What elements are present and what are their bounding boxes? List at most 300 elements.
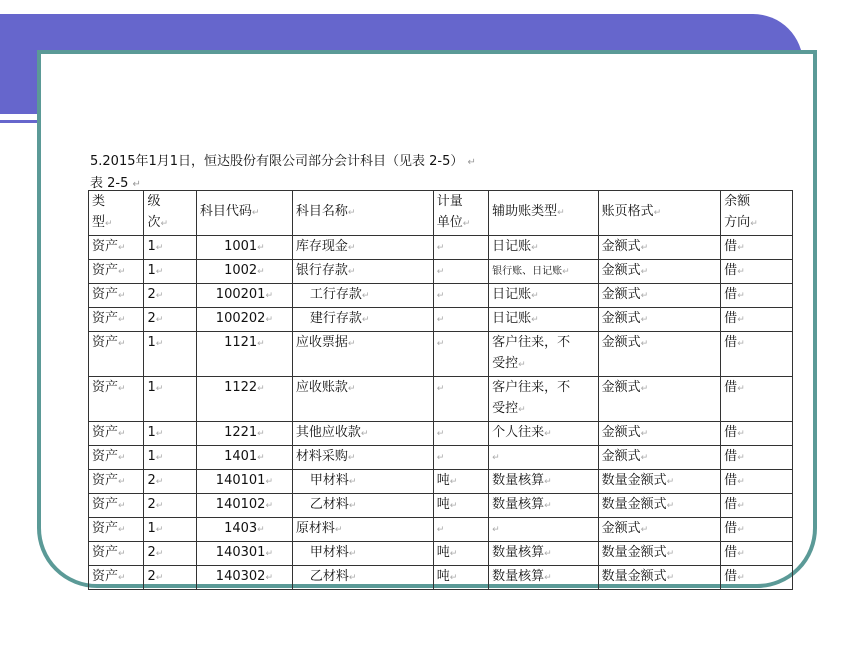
cell-text: 2 bbox=[147, 287, 156, 302]
paragraph-mark-icon: ↵ bbox=[640, 243, 649, 253]
header-cell bbox=[433, 191, 488, 236]
table-cell bbox=[433, 236, 488, 260]
document-image bbox=[78, 138, 793, 584]
cell-text: 资产 bbox=[92, 473, 119, 488]
cell-text: 受控↵ bbox=[492, 401, 526, 416]
table-cell bbox=[144, 308, 196, 332]
cell-text: 资产 bbox=[92, 425, 119, 440]
cell-text: 原材料 bbox=[295, 521, 335, 536]
table-cell bbox=[144, 260, 196, 284]
paragraph-mark-icon: ↵ bbox=[155, 477, 164, 487]
table-cell bbox=[489, 422, 598, 446]
table-cell bbox=[489, 518, 598, 542]
paragraph-mark-icon: ↵ bbox=[640, 453, 649, 463]
paragraph-mark-icon: ↵ bbox=[257, 339, 265, 349]
table-cell bbox=[144, 332, 196, 377]
table-cell bbox=[598, 308, 721, 332]
table-cell bbox=[144, 518, 196, 542]
paragraph-mark-icon: ↵ bbox=[737, 315, 745, 325]
paragraph-mark-icon: ↵ bbox=[436, 267, 445, 277]
paragraph-mark-icon: ↵ bbox=[544, 549, 552, 559]
cell-text: 资产 bbox=[92, 311, 119, 326]
paragraph-mark-icon: ↵ bbox=[348, 477, 357, 487]
table-row bbox=[89, 260, 793, 284]
paragraph-mark-icon: ↵ bbox=[640, 315, 649, 325]
cell-text: 金额式 bbox=[601, 263, 641, 278]
cell-text: 140301 bbox=[215, 545, 266, 560]
paragraph-mark-icon: ↵ bbox=[436, 384, 445, 394]
paragraph-mark-icon: ↵ bbox=[737, 384, 745, 394]
table-cell bbox=[292, 236, 433, 260]
table-cell bbox=[196, 284, 292, 308]
cell-text: 140101 bbox=[215, 473, 266, 488]
cell-text: 1 bbox=[147, 425, 156, 440]
header-cell-text: 科目名称↵ bbox=[295, 204, 356, 219]
paragraph-mark-icon: ↵ bbox=[436, 291, 445, 301]
paragraph-mark-icon: ↵ bbox=[118, 573, 126, 583]
table-cell bbox=[721, 308, 793, 332]
paragraph-mark-icon: ↵ bbox=[640, 384, 649, 394]
cell-text: 资产 bbox=[92, 569, 119, 584]
cell-text: 金额式 bbox=[601, 287, 641, 302]
table-cell bbox=[292, 470, 433, 494]
cell-text: 受控↵ bbox=[492, 356, 526, 371]
table-cell bbox=[598, 446, 721, 470]
header-cell-text: 辅助账类型↵ bbox=[492, 204, 565, 219]
cell-text: 工行存款 bbox=[309, 287, 362, 302]
table-cell bbox=[196, 542, 292, 566]
header-cell-text: 科目代码↵ bbox=[199, 204, 260, 219]
header-cell-text: 类 bbox=[92, 194, 106, 209]
paragraph-mark-icon: ↵ bbox=[557, 208, 565, 218]
paragraph-mark-icon: ↵ bbox=[118, 243, 126, 253]
table-cell bbox=[196, 470, 292, 494]
header-cell-text: 单位↵ bbox=[436, 215, 471, 230]
table-cell bbox=[433, 422, 488, 446]
header-cell bbox=[489, 191, 598, 236]
table-cell bbox=[433, 470, 488, 494]
cell-text: 金额式 bbox=[601, 449, 641, 464]
paragraph-mark-icon: ↵ bbox=[449, 501, 458, 511]
table-cell bbox=[292, 422, 433, 446]
paragraph-mark-icon: ↵ bbox=[436, 525, 445, 535]
table-cell bbox=[144, 566, 196, 590]
cell-text: 日记账 bbox=[492, 311, 532, 326]
table-cell bbox=[196, 566, 292, 590]
table-cell bbox=[721, 446, 793, 470]
paragraph-mark-icon: ↵ bbox=[257, 525, 265, 535]
paragraph-mark-icon: ↵ bbox=[160, 219, 169, 229]
header-cell bbox=[292, 191, 433, 236]
paragraph-mark-icon: ↵ bbox=[518, 360, 526, 370]
cell-text: 客户往来，不 bbox=[492, 335, 571, 350]
cell-text: 日记账 bbox=[492, 239, 532, 254]
table-cell bbox=[598, 470, 721, 494]
table-row bbox=[89, 332, 793, 377]
cell-text: 数量核算 bbox=[492, 569, 545, 584]
table-cell bbox=[89, 542, 144, 566]
table-label-text: 表 2-5 bbox=[90, 176, 129, 191]
cell-text: 资产 bbox=[92, 497, 119, 512]
cell-text: 2 bbox=[147, 497, 156, 512]
table-cell bbox=[89, 236, 144, 260]
paragraph-mark-icon: ↵ bbox=[118, 525, 126, 535]
paragraph-mark-icon: ↵ bbox=[257, 243, 265, 253]
table-cell bbox=[489, 377, 598, 422]
paragraph-mark-icon: ↵ bbox=[348, 573, 357, 583]
cell-text: 数量核算 bbox=[492, 545, 545, 560]
table-row bbox=[89, 494, 793, 518]
cell-text: 1122 bbox=[224, 380, 258, 395]
paragraph-mark-icon: ↵ bbox=[518, 405, 526, 415]
table-cell bbox=[292, 377, 433, 422]
paragraph-mark-icon: ↵ bbox=[155, 291, 164, 301]
table-cell bbox=[489, 446, 598, 470]
cell-text: 吨 bbox=[436, 569, 450, 584]
cell-text: 1121 bbox=[224, 335, 258, 350]
table-cell bbox=[89, 308, 144, 332]
paragraph-mark-icon: ↵ bbox=[257, 453, 265, 463]
table-cell bbox=[292, 494, 433, 518]
paragraph-mark-icon: ↵ bbox=[334, 525, 343, 535]
cell-text: 个人往来 bbox=[492, 425, 545, 440]
table-cell bbox=[196, 332, 292, 377]
cell-text: 借 bbox=[724, 425, 738, 440]
table-row bbox=[89, 284, 793, 308]
table-cell bbox=[144, 494, 196, 518]
table-cell bbox=[196, 236, 292, 260]
table-cell bbox=[144, 377, 196, 422]
paragraph-mark-icon: ↵ bbox=[348, 549, 357, 559]
cell-text: 2 bbox=[147, 545, 156, 560]
paragraph-mark-icon: ↵ bbox=[544, 429, 552, 439]
paragraph-mark-icon: ↵ bbox=[737, 339, 745, 349]
table-row bbox=[89, 470, 793, 494]
cell-text: 数量金额式 bbox=[601, 497, 667, 512]
table-cell bbox=[598, 566, 721, 590]
paragraph-mark-icon: ↵ bbox=[467, 157, 476, 168]
paragraph-mark-icon: ↵ bbox=[257, 384, 265, 394]
cell-text: 借 bbox=[724, 335, 738, 350]
cell-text: 1001 bbox=[224, 239, 258, 254]
table-cell bbox=[489, 470, 598, 494]
cell-text: 1221 bbox=[224, 425, 258, 440]
cell-text: 借 bbox=[724, 473, 738, 488]
cell-text: 1401 bbox=[224, 449, 258, 464]
table-cell bbox=[433, 542, 488, 566]
table-cell bbox=[292, 308, 433, 332]
table-cell bbox=[89, 284, 144, 308]
paragraph-mark-icon: ↵ bbox=[265, 573, 273, 583]
cell-text: 资产 bbox=[92, 287, 119, 302]
cell-text: 1 bbox=[147, 380, 156, 395]
cell-text: 1 bbox=[147, 239, 156, 254]
cell-text: 140102 bbox=[215, 497, 266, 512]
cell-text: 1 bbox=[147, 263, 156, 278]
table-cell bbox=[721, 494, 793, 518]
paragraph-mark-icon: ↵ bbox=[737, 525, 745, 535]
cell-text: 100202 bbox=[215, 311, 266, 326]
table-cell bbox=[489, 284, 598, 308]
table-cell bbox=[489, 542, 598, 566]
table-cell bbox=[89, 332, 144, 377]
header-cell-text: 方向↵ bbox=[724, 215, 758, 230]
table-cell bbox=[721, 566, 793, 590]
table-cell bbox=[598, 494, 721, 518]
cell-text: 资产 bbox=[92, 521, 119, 536]
cell-text: 银行存款 bbox=[295, 263, 348, 278]
cell-text: 数量金额式 bbox=[601, 569, 667, 584]
caption-text: 5.2015年1月1日，恒达股份有限公司部分会计科目（见表 2-5） bbox=[90, 154, 464, 169]
paragraph-mark-icon: ↵ bbox=[118, 267, 126, 277]
table-cell bbox=[598, 518, 721, 542]
table-cell bbox=[196, 260, 292, 284]
table-cell bbox=[292, 332, 433, 377]
paragraph-mark-icon: ↵ bbox=[737, 501, 745, 511]
paragraph-mark-icon: ↵ bbox=[666, 477, 675, 487]
cell-text: 乙材料 bbox=[309, 569, 349, 584]
table-row bbox=[89, 542, 793, 566]
table-cell bbox=[89, 494, 144, 518]
paragraph-mark-icon: ↵ bbox=[118, 453, 126, 463]
cell-text: 金额式 bbox=[601, 239, 641, 254]
paragraph-mark-icon: ↵ bbox=[640, 429, 649, 439]
table-cell bbox=[292, 566, 433, 590]
table-cell bbox=[144, 446, 196, 470]
cell-text: 100201 bbox=[215, 287, 266, 302]
table-cell bbox=[433, 494, 488, 518]
cell-text: 借 bbox=[724, 239, 738, 254]
paragraph-mark-icon: ↵ bbox=[155, 453, 164, 463]
cell-text: 借 bbox=[724, 449, 738, 464]
table-cell bbox=[144, 422, 196, 446]
table-cell bbox=[489, 236, 598, 260]
paragraph-mark-icon: ↵ bbox=[155, 525, 164, 535]
paragraph-mark-icon: ↵ bbox=[640, 525, 649, 535]
header-cell-text: 次↵ bbox=[147, 215, 169, 230]
cell-text: 金额式 bbox=[601, 335, 641, 350]
table-cell bbox=[196, 308, 292, 332]
cell-text: 数量核算 bbox=[492, 473, 545, 488]
paragraph-mark-icon: ↵ bbox=[251, 208, 260, 218]
paragraph-mark-icon: ↵ bbox=[737, 291, 745, 301]
paragraph-mark-icon: ↵ bbox=[265, 549, 273, 559]
table-cell bbox=[89, 377, 144, 422]
cell-text: 2 bbox=[147, 473, 156, 488]
cell-text: 资产 bbox=[92, 380, 119, 395]
paragraph-mark-icon: ↵ bbox=[653, 208, 662, 218]
cell-text: 吨 bbox=[436, 497, 450, 512]
header-cell-text: 余额 bbox=[724, 194, 751, 209]
paragraph-mark-icon: ↵ bbox=[737, 477, 745, 487]
table-cell bbox=[196, 422, 292, 446]
paragraph-mark-icon: ↵ bbox=[462, 219, 471, 229]
table-cell bbox=[433, 446, 488, 470]
cell-text: 金额式 bbox=[601, 311, 641, 326]
paragraph-mark-icon: ↵ bbox=[265, 477, 273, 487]
cell-text: 金额式 bbox=[601, 521, 641, 536]
paragraph-mark-icon: ↵ bbox=[544, 573, 552, 583]
cell-text: 应收账款 bbox=[295, 380, 348, 395]
paragraph-mark-icon: ↵ bbox=[531, 315, 539, 325]
cell-text: 借 bbox=[724, 263, 738, 278]
paragraph-mark-icon: ↵ bbox=[347, 339, 356, 349]
cell-text: 1 bbox=[147, 335, 156, 350]
table-row bbox=[89, 518, 793, 542]
paragraph-mark-icon: ↵ bbox=[265, 501, 273, 511]
cell-text: 1 bbox=[147, 521, 156, 536]
cell-text: 140302 bbox=[215, 569, 266, 584]
header-cell bbox=[89, 191, 144, 236]
paragraph-mark-icon: ↵ bbox=[361, 315, 370, 325]
paragraph-mark-icon: ↵ bbox=[257, 267, 265, 277]
paragraph-mark-icon: ↵ bbox=[361, 291, 370, 301]
paragraph-mark-icon: ↵ bbox=[265, 315, 273, 325]
cell-text: 借 bbox=[724, 311, 738, 326]
cell-text: 材料采购 bbox=[295, 449, 348, 464]
paragraph-mark-icon: ↵ bbox=[347, 384, 356, 394]
table-cell bbox=[196, 494, 292, 518]
paragraph-mark-icon: ↵ bbox=[347, 453, 356, 463]
table-cell bbox=[196, 446, 292, 470]
paragraph-mark-icon: ↵ bbox=[347, 267, 356, 277]
table-cell bbox=[721, 236, 793, 260]
table-row bbox=[89, 446, 793, 470]
paragraph-mark-icon: ↵ bbox=[436, 429, 445, 439]
paragraph-mark-icon: ↵ bbox=[750, 219, 758, 229]
cell-text: 银行账、日记账 bbox=[492, 266, 563, 277]
cell-text: 资产 bbox=[92, 545, 119, 560]
paragraph-mark-icon: ↵ bbox=[436, 339, 445, 349]
cell-text: 借 bbox=[724, 287, 738, 302]
paragraph-mark-icon: ↵ bbox=[347, 208, 356, 218]
document-caption bbox=[90, 150, 476, 169]
table-row bbox=[89, 566, 793, 590]
paragraph-mark-icon: ↵ bbox=[257, 429, 265, 439]
table-cell bbox=[721, 377, 793, 422]
header-cell bbox=[196, 191, 292, 236]
paragraph-mark-icon: ↵ bbox=[118, 315, 126, 325]
cell-text: 客户往来，不 bbox=[492, 380, 571, 395]
header-cell-text: 级 bbox=[147, 194, 161, 209]
paragraph-mark-icon: ↵ bbox=[155, 384, 164, 394]
table-row bbox=[89, 377, 793, 422]
cell-text: 资产 bbox=[92, 239, 119, 254]
header-cell-text: 计量 bbox=[436, 194, 463, 209]
table-cell bbox=[196, 518, 292, 542]
table-cell bbox=[721, 518, 793, 542]
cell-text: 1 bbox=[147, 449, 156, 464]
cell-text: 甲材料 bbox=[309, 545, 349, 560]
table-row bbox=[89, 236, 793, 260]
paragraph-mark-icon: ↵ bbox=[531, 243, 539, 253]
table-cell bbox=[598, 284, 721, 308]
header-cell bbox=[144, 191, 196, 236]
paragraph-mark-icon: ↵ bbox=[155, 339, 164, 349]
table-cell bbox=[89, 422, 144, 446]
paragraph-mark-icon: ↵ bbox=[449, 549, 458, 559]
cell-text: 甲材料 bbox=[309, 473, 349, 488]
paragraph-mark-icon: ↵ bbox=[347, 243, 356, 253]
paragraph-mark-icon: ↵ bbox=[118, 339, 126, 349]
paragraph-mark-icon: ↵ bbox=[492, 453, 500, 463]
table-row bbox=[89, 422, 793, 446]
table-cell bbox=[89, 470, 144, 494]
table-cell bbox=[721, 470, 793, 494]
paragraph-mark-icon: ↵ bbox=[118, 384, 126, 394]
cell-text: 应收票据 bbox=[295, 335, 348, 350]
paragraph-mark-icon: ↵ bbox=[118, 429, 126, 439]
paragraph-mark-icon: ↵ bbox=[118, 291, 126, 301]
cell-text: 1002 bbox=[224, 263, 258, 278]
table-cell bbox=[89, 518, 144, 542]
cell-text: 借 bbox=[724, 521, 738, 536]
paragraph-mark-icon: ↵ bbox=[737, 453, 745, 463]
table-cell bbox=[144, 470, 196, 494]
chart-of-accounts-table bbox=[88, 190, 793, 590]
paragraph-mark-icon: ↵ bbox=[105, 219, 113, 229]
cell-text: 库存现金 bbox=[295, 239, 348, 254]
table-cell bbox=[144, 542, 196, 566]
paragraph-mark-icon: ↵ bbox=[544, 501, 552, 511]
paragraph-mark-icon: ↵ bbox=[666, 549, 675, 559]
cell-text: 乙材料 bbox=[309, 497, 349, 512]
header-cell bbox=[598, 191, 721, 236]
paragraph-mark-icon: ↵ bbox=[155, 549, 164, 559]
header-cell bbox=[721, 191, 793, 236]
table-cell bbox=[721, 542, 793, 566]
paragraph-mark-icon: ↵ bbox=[155, 501, 164, 511]
table-cell bbox=[721, 284, 793, 308]
table-label bbox=[90, 172, 141, 191]
table-cell bbox=[489, 332, 598, 377]
table-cell bbox=[721, 260, 793, 284]
cell-text: 吨 bbox=[436, 473, 450, 488]
paragraph-mark-icon: ↵ bbox=[118, 477, 126, 487]
table-cell bbox=[292, 542, 433, 566]
paragraph-mark-icon: ↵ bbox=[737, 243, 745, 253]
table-cell bbox=[433, 308, 488, 332]
cell-text: 数量核算 bbox=[492, 497, 545, 512]
paragraph-mark-icon: ↵ bbox=[155, 573, 164, 583]
paragraph-mark-icon: ↵ bbox=[118, 549, 126, 559]
cell-text: 其他应收款 bbox=[295, 425, 361, 440]
cell-text: 2 bbox=[147, 569, 156, 584]
table-cell bbox=[598, 332, 721, 377]
table-cell bbox=[144, 284, 196, 308]
paragraph-mark-icon: ↵ bbox=[155, 267, 164, 277]
table-cell bbox=[433, 377, 488, 422]
table-cell bbox=[489, 566, 598, 590]
paragraph-mark-icon: ↵ bbox=[155, 315, 164, 325]
paragraph-mark-icon: ↵ bbox=[737, 429, 745, 439]
cell-text: 借 bbox=[724, 497, 738, 512]
cell-text: 资产 bbox=[92, 449, 119, 464]
paragraph-mark-icon: ↵ bbox=[544, 477, 552, 487]
cell-text: 资产 bbox=[92, 335, 119, 350]
table-cell bbox=[598, 236, 721, 260]
cell-text: 金额式 bbox=[601, 380, 641, 395]
cell-text: 2 bbox=[147, 311, 156, 326]
table-cell bbox=[196, 377, 292, 422]
paragraph-mark-icon: ↵ bbox=[155, 429, 164, 439]
paragraph-mark-icon: ↵ bbox=[737, 573, 745, 583]
paragraph-mark-icon: ↵ bbox=[436, 315, 445, 325]
paragraph-mark-icon: ↵ bbox=[492, 525, 500, 535]
cell-text: 数量金额式 bbox=[601, 473, 667, 488]
paragraph-mark-icon: ↵ bbox=[562, 267, 570, 277]
table-cell bbox=[292, 518, 433, 542]
